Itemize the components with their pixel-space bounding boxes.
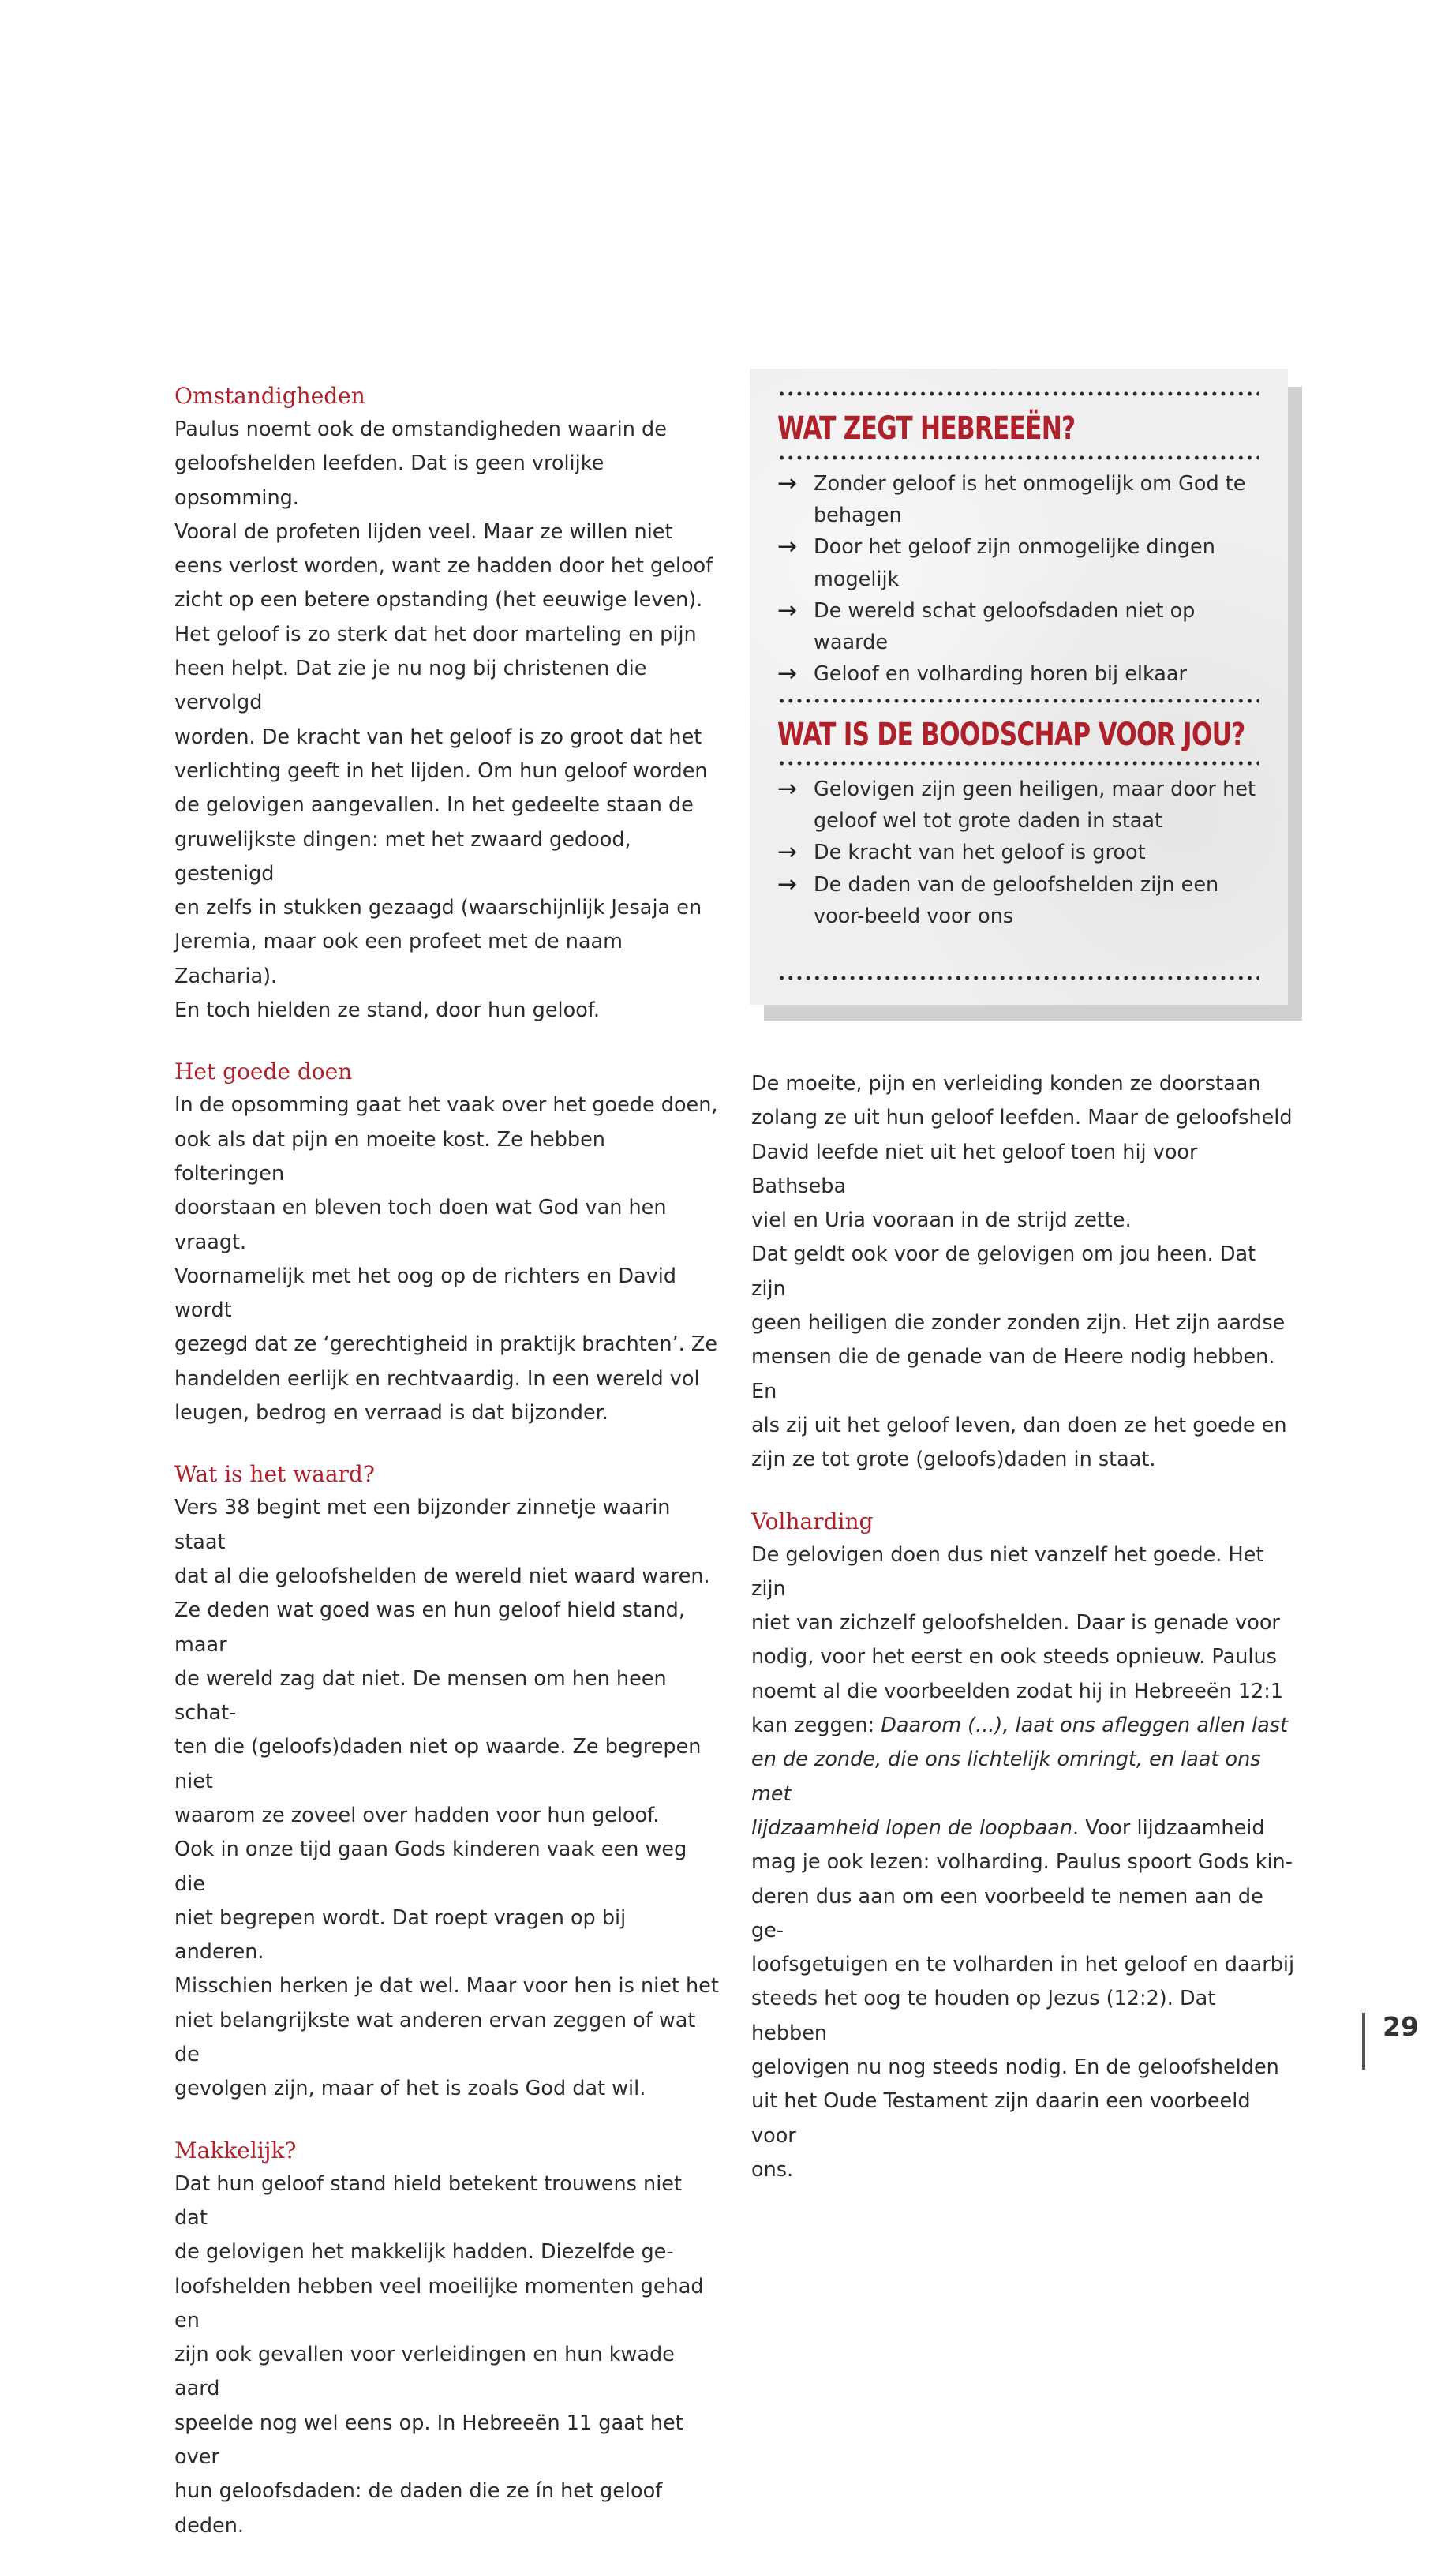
dotted-divider	[777, 976, 1259, 980]
page-number: 29	[1383, 2011, 1419, 2042]
arrow-right-icon: →	[777, 660, 798, 688]
arrow-right-icon: →	[777, 596, 798, 624]
infobox-title-hebreeen: WAT ZEGT HEBREEËN?	[777, 410, 1076, 447]
infobox-list-boodschap	[777, 774, 1259, 932]
section-heading: Wat is het waard?	[174, 1461, 375, 1488]
arrow-right-icon: →	[777, 838, 798, 867]
dotted-divider	[777, 761, 1259, 766]
section-heading: Omstandigheden	[174, 383, 365, 409]
section-wat-is-het-waard	[174, 1457, 719, 2106]
arrow-right-icon: →	[777, 533, 798, 561]
list-item: → Gelovigen zijn geen heiligen, maar door het geloof wel tot grote daden in staat	[777, 775, 1256, 834]
left-column	[174, 379, 719, 2570]
bible-quote: Daarom (...), laat ons afleggen allen last en de zonde, die ons lichtelijk omringt, en laat ons met lijdzaamheid lopen de loopbaan	[751, 1714, 1289, 1840]
list-item: → Zonder geloof is het onmogelijk om God te behagen	[777, 470, 1246, 528]
list-item: → De kracht van het geloof is groot	[777, 837, 1259, 868]
infobox	[750, 369, 1288, 1005]
infobox-title-boodschap: WAT IS DE BOODSCHAP VOOR JOU?	[777, 717, 1245, 753]
section-body: De gelovigen doen dus niet vanzelf het goede. Het zijn niet van zichzelf geloofshelden. Daar is genade voor nodig, voor het eerst en ook steeds opnieuw. Paulus noemt al die voorbeelden zodat hij in Hebreeën 12:1 kan zeggen: Daarom (...), laat ons afleggen allen last en de zonde, die ons lichtelijk omringt, en laat ons met lijdzaamheid lopen de loopbaan. Voor lijdzaamheid mag je ook lezen: volharding. Paulus spoort Gods kin- deren dus aan om een voorbeeld te nemen aan de ge- loofsgetuigen en te volharden in het geloof en daarbij steeds het oog te houden op Jezus (12:2). Dat hebben gelovigen nu nog steeds nodig. En de geloofshelden uit het Oude Testament zijn daarin een voorbeeld voor ons.	[751, 1542, 1295, 2182]
section-omstandigheden	[174, 379, 719, 1028]
page-number-rule	[1362, 2013, 1365, 2070]
dotted-divider	[777, 699, 1259, 703]
list-item: → Door het geloof zijn onmogelijke dingen mogelijk	[777, 533, 1215, 591]
list-item: → Geloof en volharding horen bij elkaar	[777, 658, 1259, 690]
section-heading: Het goede doen	[174, 1058, 353, 1085]
dotted-divider	[777, 391, 1259, 396]
section-het-goede-doen	[174, 1055, 719, 1430]
section-intro	[751, 1067, 1296, 1478]
section-heading: Makkelijk?	[174, 2137, 297, 2164]
dotted-divider	[777, 455, 1259, 460]
section-volharding	[751, 1504, 1296, 2188]
section-body: Paulus noemt ook de omstandigheden waarin de geloofshelden leefden. Dat is geen vrolijke opsomming. Vooral de profeten lijden veel. Maar ze willen niet eens verlost worden, want ze hadden door het geloof zicht op een betere opstanding (het eeuwige leven). Het geloof is zo sterk dat het door marteling en pijn heen helpt. Dat zie je nu nog bij christenen die vervolgd worden. De kracht van het geloof is zo groot dat het verlichting geeft in het lijden. Om hun geloof worden de gelovigen aangevallen. In het gedeelte staan de gruwelijkste dingen: met het zwaard gedood, gestenigd en zelfs in stukken gezaagd (waarschijnlijk Jesaja en Jeremia, maar ook een profeet met de naam Zacharia). En toch hielden ze stand, door hun geloof.	[174, 418, 713, 1023]
list-item: → De wereld schat geloofsdaden niet op waarde	[777, 596, 1196, 655]
infobox-list-hebreeen	[777, 468, 1259, 690]
section-heading: Volharding	[751, 1508, 874, 1534]
arrow-right-icon: →	[777, 870, 798, 898]
section-body: Dat hun geloof stand hield betekent trouwens niet dat de gelovigen het makkelijk hadden. Diezelfde ge- loofshelden hebben veel moeilijke momenten gehad en zijn ook gevallen voor verleidingen en hun kwade aard speelde nog wel eens op. In Hebreeën 11 gaat het over hun geloofsdaden: de daden die ze ín het geloof deden.	[174, 2171, 704, 2538]
arrow-right-icon: →	[777, 775, 798, 803]
arrow-right-icon: →	[777, 470, 798, 497]
section-body: Vers 38 begint met een bijzonder zinnetje waarin staat dat al die geloofshelden de wereld niet waard waren. Ze deden wat goed was en hun geloof hield stand, maar de wereld zag dat niet. De mensen om hen heen schat- ten die (geloofs)daden niet op waarde. Ze begrepen niet waarom ze zoveel over hadden voor hun geloof. Ook in onze tijd gaan Gods kinderen vaak een weg die niet begrepen wordt. Dat roept vragen op bij anderen. Misschien herken je dat wel. Maar voor hen is niet het niet belangrijkste wat anderen ervan zeggen of wat de gevolgen zijn, maar of het is zoals God dat wil.	[174, 1496, 719, 2101]
section-body: In de opsomming gaat het vaak over het goede doen, ook als dat pijn en moeite kost. Ze hebben folteringen doorstaan en bleven toch doen wat God van hen vraagt. Voornamelijk met het oog op de richters en David wordt gezegd dat ze ‘gerechtigheid in praktijk brachten’. Ze handelden eerlijk en rechtvaardig. In een wereld vol leugen, bedrog en verraad is dat bijzonder.	[174, 1093, 718, 1425]
right-column	[751, 1067, 1296, 2214]
list-item: → De daden van de geloofshelden zijn een voor-beeld voor ons	[777, 870, 1219, 928]
section-makkelijk	[174, 2134, 719, 2543]
section-body: De moeite, pijn en verleiding konden ze doorstaan zolang ze uit hun geloof leefden. Maar de geloofsheld David leefde niet uit het geloof toen hij voor Bathseba viel en Uria vooraan in de strijd zette. Dat geldt ook voor de gelovigen om jou heen. Dat zijn geen heiligen die zonder zonden zijn. Het zijn aardse mensen die de genade van de Heere nodig hebben. En als zij uit het geloof leven, dan doen ze het goede en zijn ze tot grote (geloofs)daden in staat.	[751, 1072, 1293, 1472]
